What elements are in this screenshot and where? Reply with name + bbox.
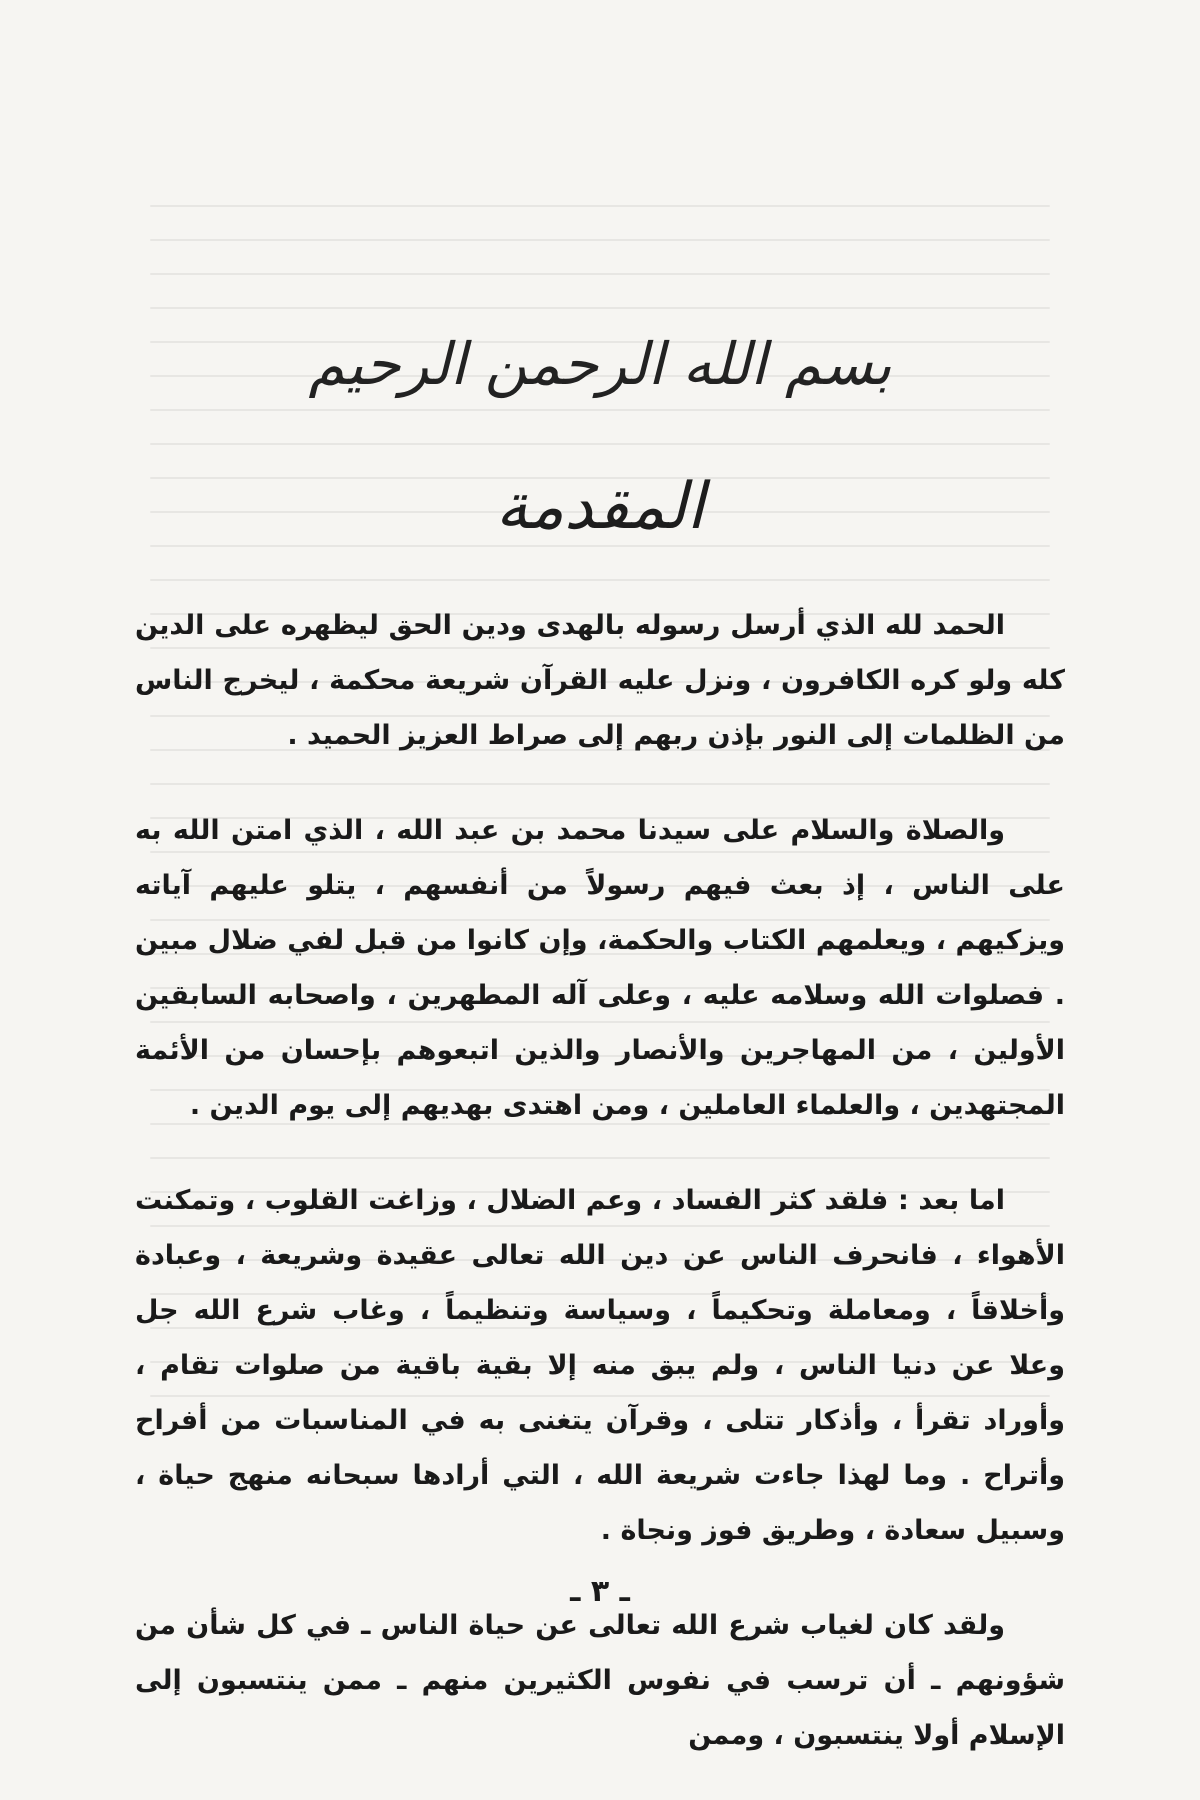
paragraph-4: ولقد كان لغياب شرع الله تعالى عن حياة الناس ـ في كل شأن من شؤونهم ـ أن ترسب في نفوس الكثيرين منهم ـ ممن ينتسبون إلى الإسلام أولا ينتسبون ، وممن xyxy=(135,1610,1065,1751)
page-number: ـ ٣ ـ xyxy=(570,1574,630,1609)
body-text xyxy=(135,598,1065,1800)
page-title: المقدمة xyxy=(495,470,705,544)
basmala: بسم الله الرحمن الرحيم xyxy=(308,330,892,398)
paragraph-3: اما بعد : فلقد كثر الفساد ، وعم الضلال ، وزاغت القلوب ، وتمكنت الأهواء ، فانحرف الناس عن دين الله تعالى عقيدة وشريعة ، وعبادة وأخلاقاً ، ومعاملة وتحكيماً ، وسياسة وتنظيماً ، وغاب شرع الله جل وعلا عن دنيا الناس ، ولم يبق منه إلا بقية باقية من صلوات تقام ، وأوراد تقرأ ، وأذكار تتلى ، وقرآن يتغنى به في المناسبات من أفراح وأتراح . وما لهذا جاءت شريعة الله ، التي أرادها سبحانه منهج حياة ، وسبيل سعادة ، وطريق فوز ونجاة . xyxy=(135,1185,1065,1546)
paragraph-1: الحمد لله الذي أرسل رسوله بالهدى ودين الحق ليظهره على الدين كله ولو كره الكافرون ، ونزل عليه القرآن شريعة محكمة ، ليخرج الناس من الظلمات إلى النور بإذن ربهم إلى صراط العزيز الحميد . xyxy=(135,610,1065,751)
paragraph-2: والصلاة والسلام على سيدنا محمد بن عبد الله ، الذي امتن الله به على الناس ، إذ بعث فيهم رسولاً من أنفسهم ، يتلو عليهم آياته ويزكيهم ، ويعلمهم الكتاب والحكمة، وإن كانوا من قبل لفي ضلال مبين . فصلوات الله وسلامه عليه ، وعلى آله المطهرين ، واصحابه السابقين الأولين ، من المهاجرين والأنصار والذين اتبعوهم بإحسان من الأئمة المجتهدين ، والعلماء العاملين ، ومن اهتدى بهديهم إلى يوم الدين . xyxy=(135,815,1065,1121)
